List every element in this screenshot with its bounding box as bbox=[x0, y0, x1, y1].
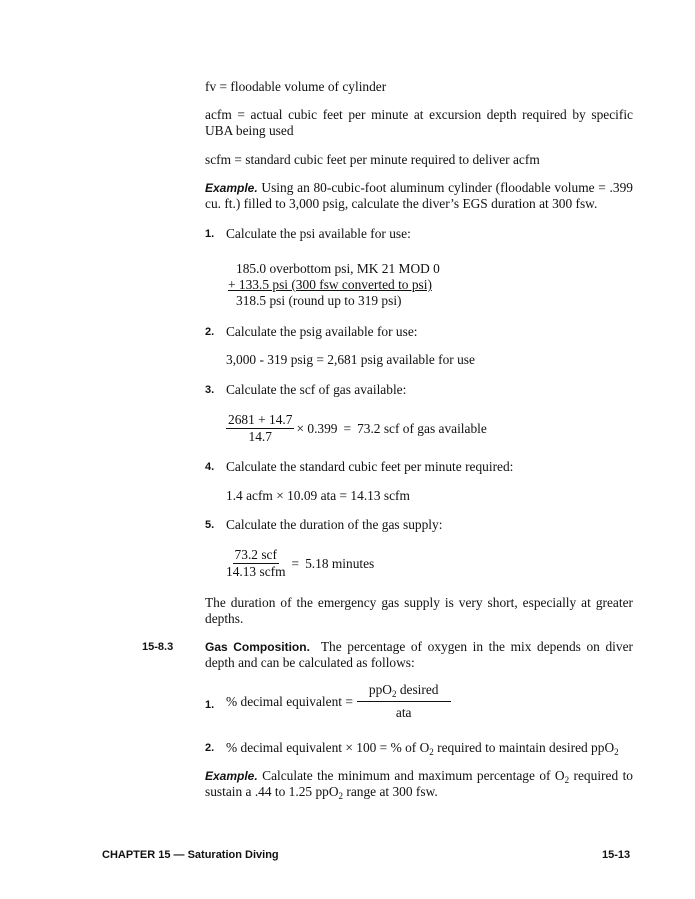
text-part: required to maintain desired ppO bbox=[433, 740, 615, 755]
multiplier: × 0.399 bbox=[296, 420, 338, 436]
fraction bbox=[357, 682, 451, 721]
subscript: 2 bbox=[429, 747, 434, 757]
numerator-rest: desired bbox=[396, 682, 439, 697]
section-text: The percentage of oxygen in the mix depends on diver depth and can be calculated as follows: bbox=[205, 639, 633, 670]
step-text: Calculate the scf of gas available: bbox=[226, 382, 407, 397]
result: 5.18 minutes bbox=[305, 555, 375, 571]
step-text bbox=[226, 740, 619, 756]
example-label: Example. bbox=[205, 181, 258, 195]
subscript: 2 bbox=[391, 689, 397, 699]
equals-sign: = bbox=[343, 420, 352, 436]
result: 73.2 scf of gas available bbox=[357, 420, 487, 436]
step-number: 2. bbox=[205, 742, 215, 754]
numerator-main: ppO bbox=[368, 682, 392, 697]
denominator: 14.7 bbox=[248, 429, 272, 444]
definition-fv: fv = floodable volume of cylinder bbox=[205, 79, 387, 94]
calc-line: 185.0 overbottom psi, MK 21 MOD 0 bbox=[236, 261, 440, 276]
step-number: 5. bbox=[205, 519, 215, 531]
fraction bbox=[226, 412, 294, 445]
footer-chapter: CHAPTER 15 — Saturation Diving bbox=[102, 849, 279, 861]
step-number: 4. bbox=[205, 461, 215, 473]
calc-psi-block bbox=[228, 261, 440, 309]
calc-scf-formula bbox=[226, 412, 487, 445]
subscript: 2 bbox=[564, 775, 570, 785]
equals-sign: = bbox=[291, 555, 300, 571]
text-part: Calculate the minimum and maximum percentage of O bbox=[262, 768, 565, 783]
subscript: 2 bbox=[614, 747, 619, 757]
example-text: Using an 80-cubic-foot aluminum cylinder (floodable volume = .399 cu. ft.) filled to 3,000 psig, calculate the diver’s EGS duration at 300 fsw. bbox=[205, 180, 633, 211]
step-text: Calculate the duration of the gas supply: bbox=[226, 517, 443, 532]
definition-scfm: scfm = standard cubic feet per minute required to deliver acfm bbox=[205, 152, 540, 167]
example-paragraph bbox=[205, 768, 633, 800]
duration-note: The duration of the emergency gas supply is very short, especially at greater depths. bbox=[205, 595, 633, 626]
calc-psig: 3,000 - 319 psig = 2,681 psig available for use bbox=[226, 352, 475, 367]
step-text: Calculate the psig available for use: bbox=[226, 324, 418, 339]
calc-duration-formula bbox=[226, 547, 374, 580]
step-text: Calculate the psi available for use: bbox=[226, 226, 411, 241]
calc-scfm: 1.4 acfm × 10.09 ata = 14.13 scfm bbox=[226, 488, 410, 503]
formula-lhs: % decimal equivalent = bbox=[226, 693, 353, 709]
step-text: Calculate the standard cubic feet per minute required: bbox=[226, 459, 514, 474]
section-number: 15-8.3 bbox=[142, 641, 174, 653]
calc-line: + 133.5 psi (300 fsw converted to psi) bbox=[228, 277, 432, 292]
subscript: 2 bbox=[338, 791, 344, 801]
numerator bbox=[357, 682, 451, 702]
fraction bbox=[226, 547, 286, 580]
step-number: 1. bbox=[205, 228, 215, 240]
denominator: ata bbox=[395, 705, 412, 720]
decimal-equivalent-formula bbox=[226, 682, 451, 721]
section-paragraph bbox=[205, 639, 633, 671]
step-number: 1. bbox=[205, 699, 215, 711]
section-heading: Gas Composition. bbox=[205, 640, 310, 654]
example-paragraph bbox=[205, 180, 633, 212]
numerator: 2681 + 14.7 bbox=[228, 412, 293, 427]
numerator: 73.2 scf bbox=[234, 547, 277, 562]
step-number: 3. bbox=[205, 384, 215, 396]
text-part: % decimal equivalent × 100 = % of O bbox=[226, 740, 430, 755]
definition-acfm: acfm = actual cubic feet per minute at excursion depth required by specific UBA being used bbox=[205, 107, 633, 138]
denominator: 14.13 scfm bbox=[226, 564, 286, 579]
step-number: 2. bbox=[205, 326, 215, 338]
text-part: required to sustain a .44 to 1.25 ppO bbox=[205, 768, 633, 799]
text-part: range at 300 fsw. bbox=[343, 784, 438, 799]
footer-page-number: 15-13 bbox=[602, 849, 631, 861]
example-label: Example. bbox=[205, 769, 258, 783]
calc-line: 318.5 psi (round up to 319 psi) bbox=[236, 293, 402, 308]
